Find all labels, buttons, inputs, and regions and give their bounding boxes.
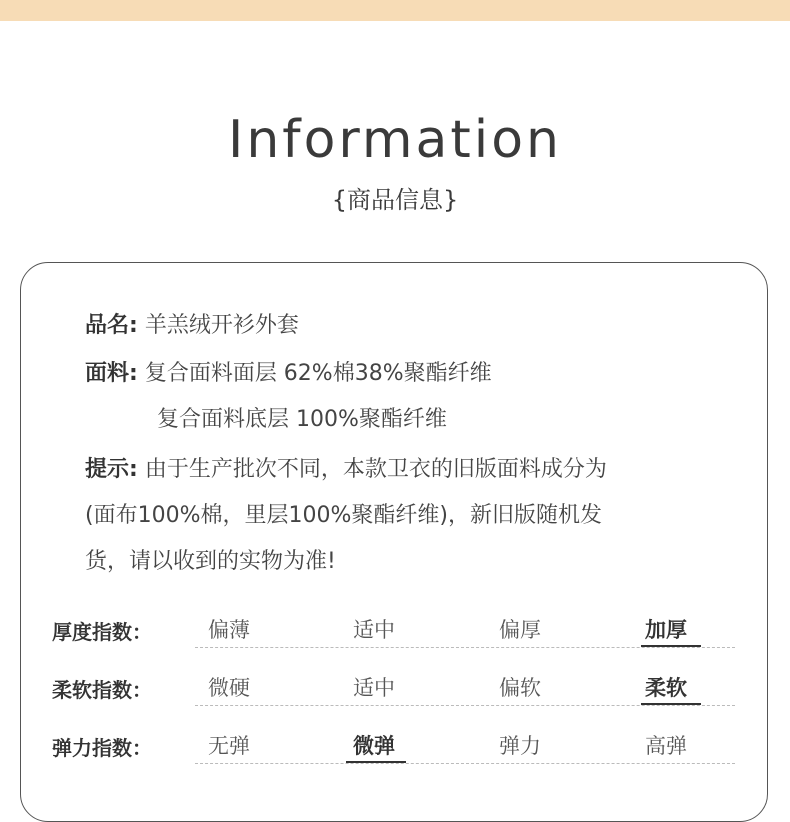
- note-line-3: 货，请以收到的实物为准!: [85, 549, 336, 574]
- elasticity-option-1: 无弹: [208, 734, 250, 758]
- product-name-row: [85, 308, 299, 339]
- elasticity-divider: [195, 763, 735, 764]
- note-line-2: (面布100%棉，里层100%聚酯纤维)，新旧版随机发: [85, 503, 602, 528]
- elasticity-option-4: 高弹: [645, 734, 687, 758]
- softness-divider: [195, 705, 735, 706]
- thickness-option-2: 适中: [353, 618, 395, 642]
- softness-option-1: 微硬: [208, 676, 250, 700]
- softness-option-2: 适中: [353, 676, 395, 700]
- page-subtitle: {商品信息}: [331, 186, 459, 214]
- product-name-value: 羊羔绒开衫外套: [144, 313, 299, 338]
- product-name-label: 品名:: [85, 313, 138, 338]
- note-label: 提示:: [85, 457, 138, 482]
- note-line-1: 由于生产批次不同，本款卫衣的旧版面料成分为: [144, 457, 607, 482]
- thickness-divider: [195, 647, 735, 648]
- fabric-line-2: 复合面料底层 100%聚酯纤维: [157, 407, 447, 432]
- elasticity-option-3: 弹力: [499, 734, 541, 758]
- note-row: [85, 452, 607, 483]
- elasticity-index-label: 弹力指数：: [52, 736, 152, 760]
- thickness-index-label: 厚度指数：: [52, 620, 152, 644]
- page-title: Information: [227, 110, 562, 170]
- softness-option-selected: 柔软: [645, 676, 687, 700]
- top-color-strip: [0, 0, 790, 21]
- thickness-option-1: 偏薄: [208, 618, 250, 642]
- fabric-line-1: 复合面料面层 62%棉38%聚酯纤维: [144, 361, 492, 386]
- elasticity-option-selected: 微弹: [353, 734, 395, 758]
- fabric-row: [85, 356, 492, 387]
- softness-option-3: 偏软: [499, 676, 541, 700]
- thickness-option-3: 偏厚: [499, 618, 541, 642]
- softness-index-label: 柔软指数：: [52, 678, 152, 702]
- thickness-option-selected: 加厚: [645, 618, 687, 642]
- fabric-label: 面料:: [85, 361, 138, 386]
